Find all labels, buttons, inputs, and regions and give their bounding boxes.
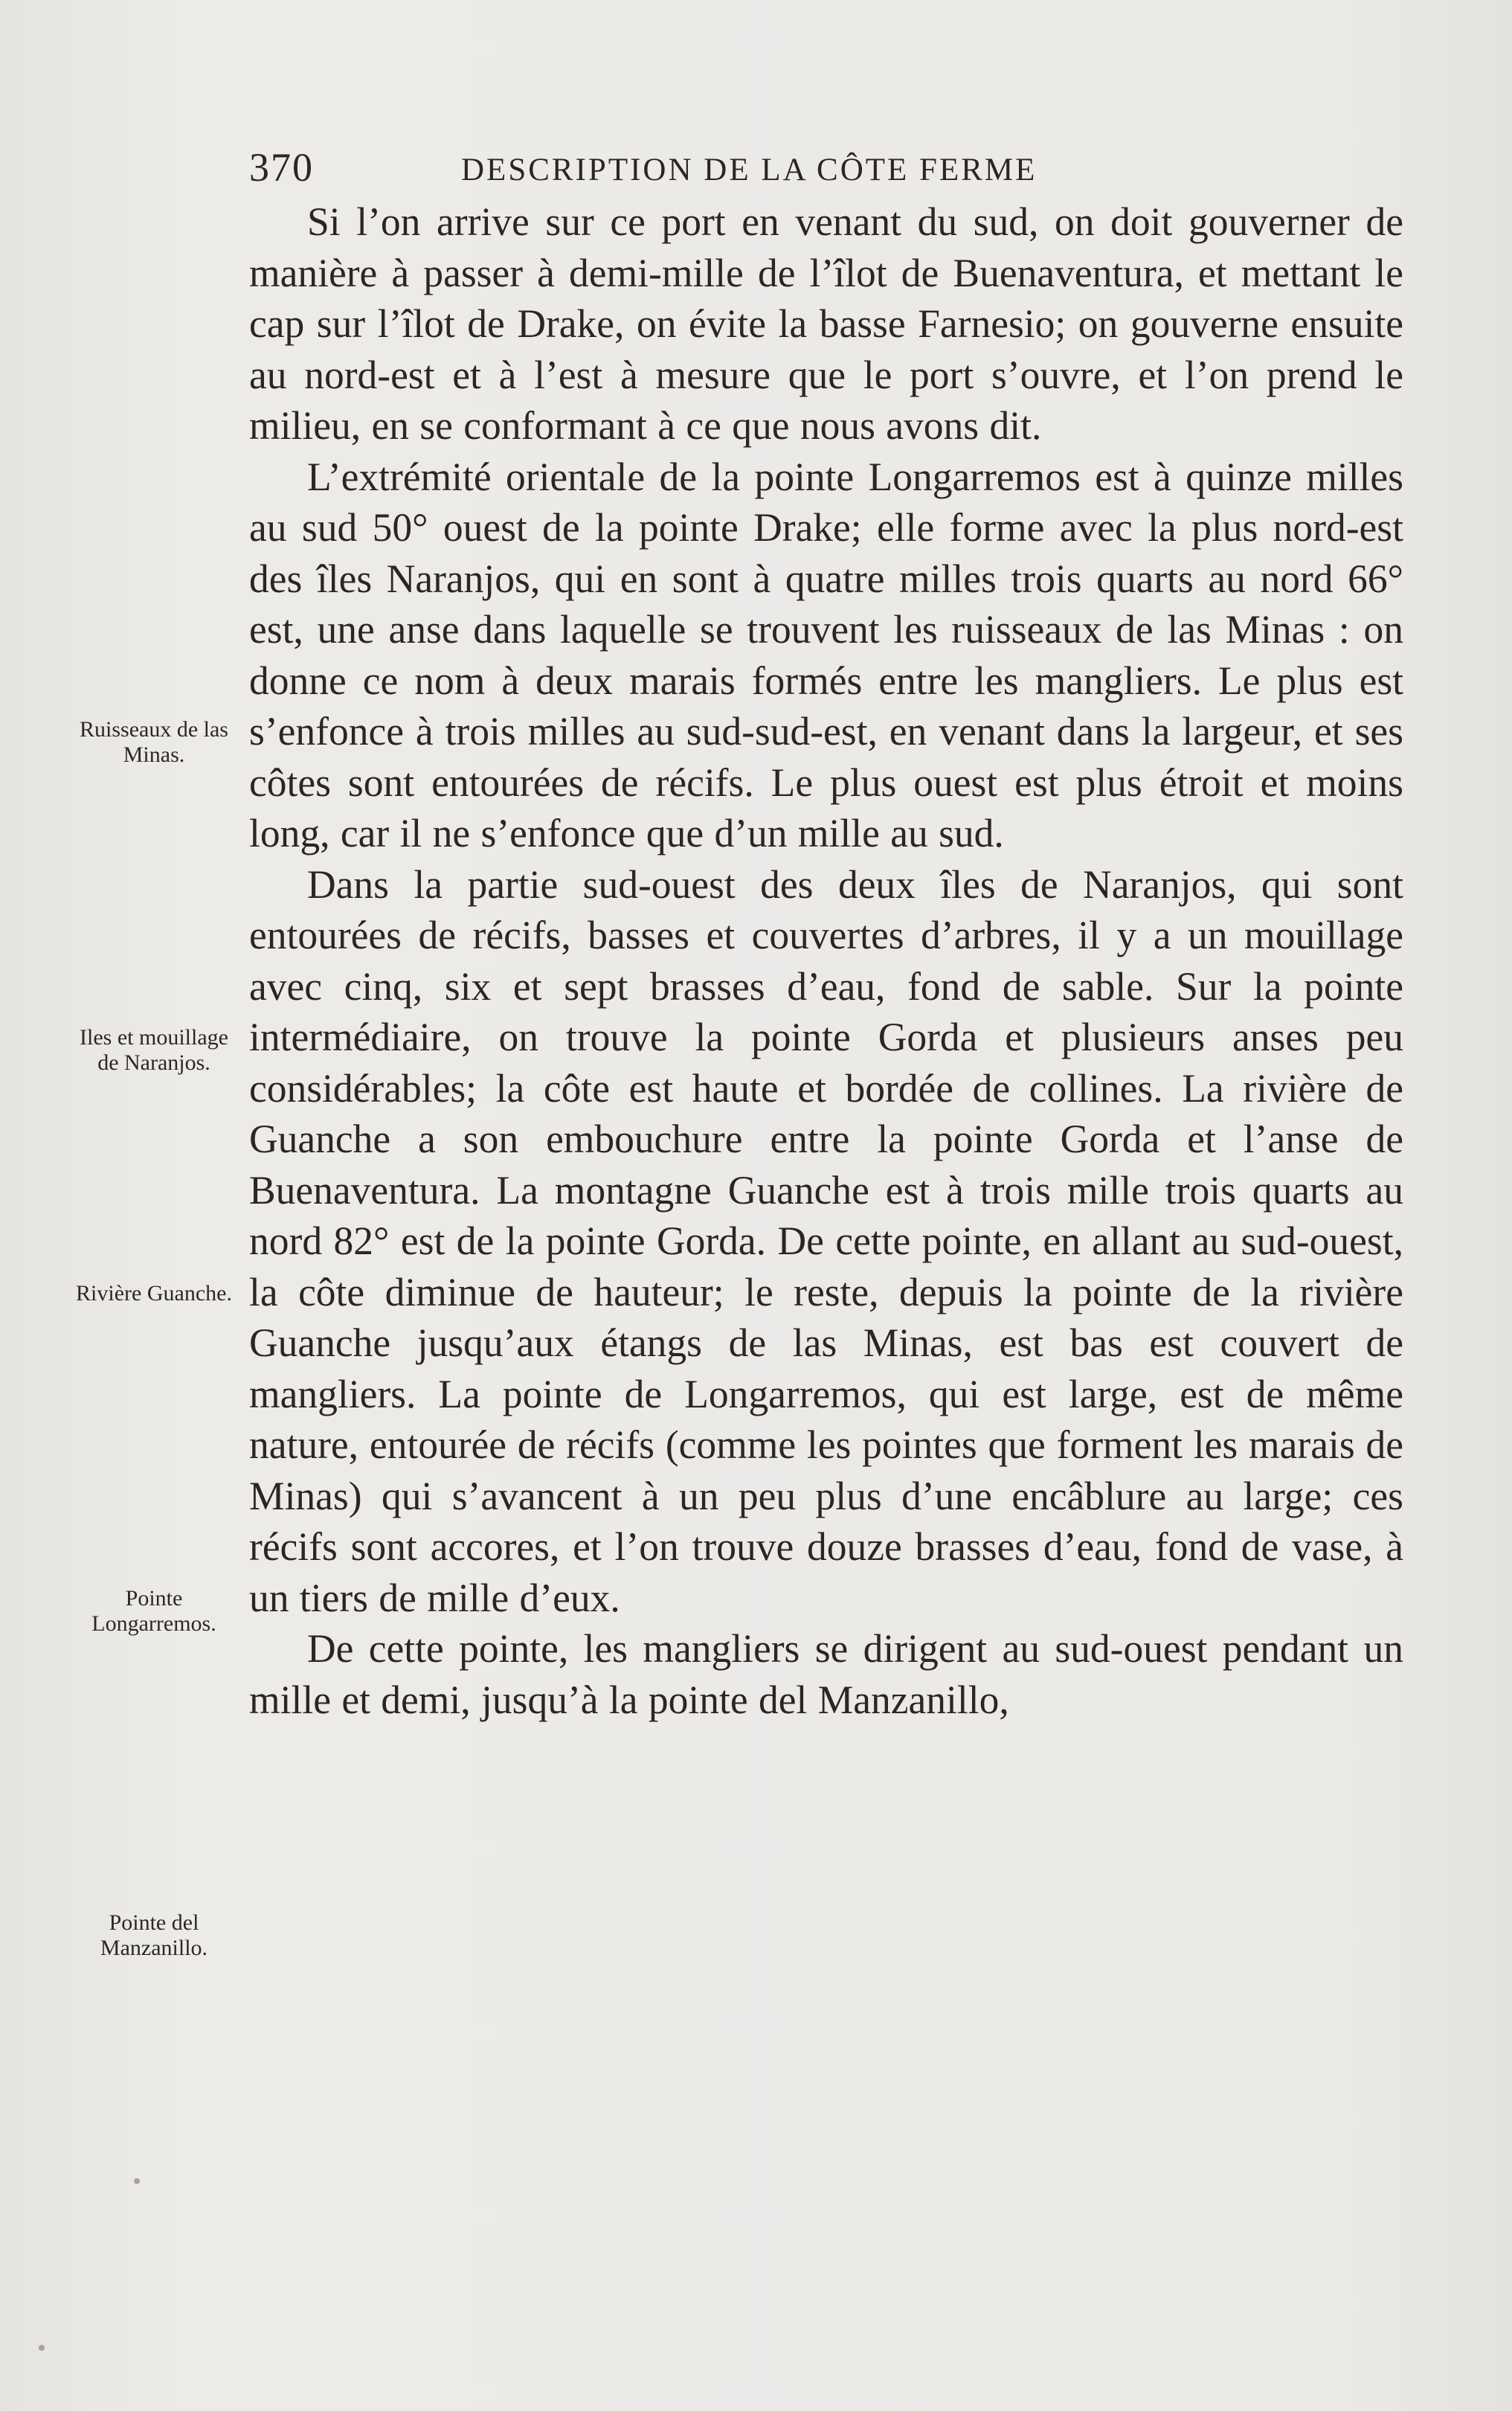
marginal-note-manzanillo: Pointe del Manzanillo. (100, 1910, 208, 1960)
marginal-note-las-minas: Ruisseaux de las Minas. (80, 717, 228, 767)
page-number: 370 (249, 145, 314, 190)
page-header (249, 141, 1131, 193)
paragraph: De cette pointe, les mangliers se dirigent au sud-ouest pendant un mille et demi, jusqu’à la pointe del Manzanillo, (249, 1626, 1403, 1722)
paragraph: Dans la partie sud-ouest des deux îles de Naranjos, qui sont entourées de récifs, basses et couvertes d’arbres, il y a un mouillage avec cinq, six et sept brasses d’eau, fond de sable. Sur la pointe intermédiaire, on trouve la pointe Gorda et plusieurs anses peu considérables; la côte est haute et bordée de collines. La rivière de Guanche a son embouchure entre la pointe Gorda et l’anse de Buenaventura. La montagne Guanche est à trois mille trois quarts au nord 82° est de la pointe Gorda. De cette pointe, en allant au sud-ouest, la côte diminue de hauteur; le reste, depuis la pointe de la rivière Guanche jusqu’aux étangs de las Minas, est bas est couvert de mangliers. La pointe de Longarremos, qui est large, est de même nature, entourée de récifs (comme les pointes que forment les marais de Minas) qui s’avancent à un peu plus d’une encâblure au large; ces récifs sont accores, et l’on trouve douze brasses d’eau, fond de vase, à un tiers de mille d’eux. (249, 861, 1403, 1620)
paper-speck (134, 2178, 140, 2184)
main-text (249, 196, 1403, 1725)
running-head: DESCRIPTION DE LA CÔTE FERME (461, 153, 1038, 187)
paper-speck (39, 2345, 45, 2351)
paragraph: L’extrémité orientale de la pointe Longarremos est à quinze milles au sud 50° ouest de la pointe Drake; elle forme avec la plus nord-est des îles Naranjos, qui en sont à quatre milles trois quarts au nord 66° est, une anse dans laquelle se trouvent les ruisseaux de las Minas : on donne ce nom à deux marais formés entre les mangliers. Le plus est s’enfonce à trois milles au sud-sud-est, en venant dans la largeur, et ses côtes sont entourées de récifs. Le plus ouest est plus étroit et moins long, car il ne s’enfonce que d’un mille au sud. (249, 454, 1403, 855)
paragraph: Si l’on arrive sur ce port en venant du sud, on doit gouverner de manière à passer à demi-mille de l’îlot de Buenaventura, et mettant le cap sur l’îlot de Drake, on évite la basse Farnesio; on gouverne ensuite au nord-est et à l’est à mesure que le port s’ouvre, et l’on prend le milieu, en se conformant à ce que nous avons dit. (249, 199, 1403, 448)
marginal-note-naranjos: Iles et mouillage de Naranjos. (80, 1025, 228, 1075)
marginal-note-longarremos: Pointe Longarremos. (91, 1586, 216, 1636)
marginal-note-guanche: Rivière Guanche. (76, 1281, 232, 1306)
